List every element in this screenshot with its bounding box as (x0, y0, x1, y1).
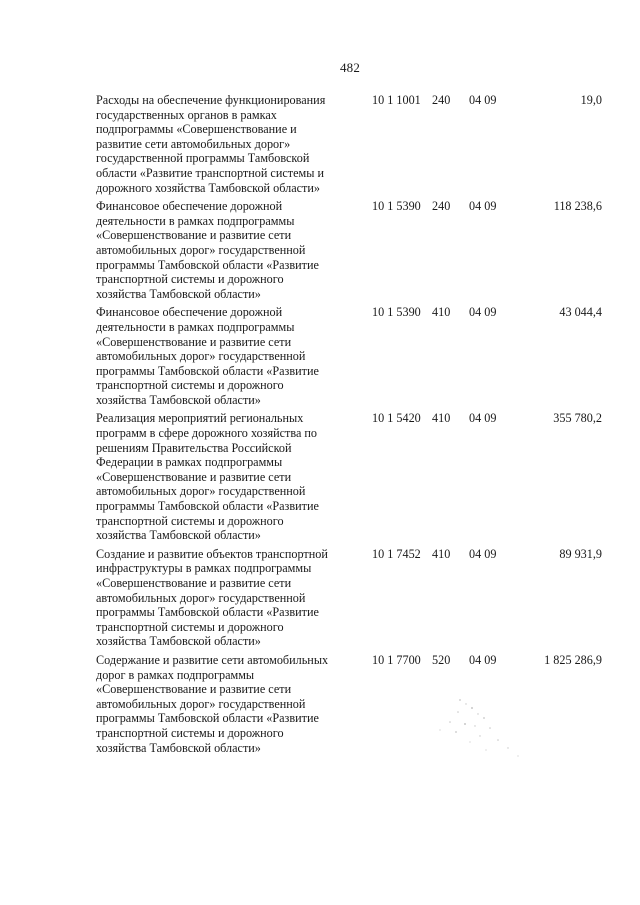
row-target-code: 10 1 5420 (372, 411, 421, 426)
row-expense-kind: 520 (432, 652, 451, 667)
table-row (96, 411, 606, 542)
row-expense-kind: 240 (432, 93, 451, 107)
table-row (96, 305, 606, 407)
row-amount: 43 044,4 (559, 305, 602, 320)
budget-table (96, 93, 606, 759)
row-description: Финансовое обеспечение дорожной деятельности в рамках подпрограммы «Совершенствование и развитие сети автомобильных дорог» государственной программы Тамбовской области «Развитие транспортной системы и дорожного хозяйства Тамбовской области» (96, 305, 319, 407)
row-description: Создание и развитие объектов транспортной инфраструктуры в рамках подпрограммы «Совершенствование и развитие сети автомобильных дорог» государственной программы Тамбовской области «Развитие транспортной системы и дорожного хозяйства Тамбовской области» (96, 546, 328, 649)
row-expense-kind: 240 (432, 199, 451, 214)
row-amount: 355 780,2 (553, 411, 602, 426)
row-expense-kind: 410 (432, 546, 451, 561)
row-amount: 19,0 (580, 93, 602, 107)
row-description: Реализация мероприятий региональных программ в сфере дорожного хозяйства по решениям Правительства Российской Федерации в рамках подпрограммы «Совершенствование и развитие сети автомобильных дорог» государственной программы Тамбовской области «Развитие транспортной системы и дорожного хозяйства Тамбовской области» (96, 411, 319, 543)
row-amount: 118 238,6 (553, 199, 602, 214)
row-amount: 89 931,9 (559, 546, 602, 561)
table-row (96, 199, 606, 301)
faint-stamp-mark (420, 692, 530, 762)
row-expense-kind: 410 (432, 305, 451, 320)
row-target-code: 10 1 5390 (372, 305, 421, 320)
table-row (96, 93, 606, 195)
row-expense-kind: 410 (432, 411, 451, 426)
row-description: Финансовое обеспечение дорожной деятельности в рамках подпрограммы «Совершенствование и развитие сети автомобильных дорог» государственной программы Тамбовской области «Развитие транспортной системы и дорожного хозяйства Тамбовской области» (96, 199, 319, 301)
row-description: Содержание и развитие сети автомобильных дорог в рамках подпрограммы «Совершенствование и развитие сети автомобильных дорог» государственной программы Тамбовской области «Развитие транспортной системы и дорожного хозяйства Тамбовской области» (96, 652, 329, 755)
row-section-code: 04 09 (469, 93, 497, 107)
row-section-code: 04 09 (469, 199, 497, 214)
row-section-code: 04 09 (469, 305, 497, 320)
page-number: 482 (339, 60, 361, 75)
row-description: Расходы на обеспечение функционирования государственных органов в рамках подпрограммы «Совершенствование и развитие сети автомобильных дорог» государственной программы Тамбовской области «Развитие транспортной системы и дорожного хозяйства Тамбовской области» (96, 93, 326, 195)
row-target-code: 10 1 5390 (372, 199, 421, 214)
row-section-code: 04 09 (469, 652, 497, 667)
row-amount: 1 825 286,9 (544, 652, 602, 667)
row-target-code: 10 1 7700 (372, 652, 421, 667)
row-section-code: 04 09 (469, 411, 497, 426)
row-target-code: 10 1 1001 (372, 93, 421, 107)
row-target-code: 10 1 7452 (372, 546, 421, 561)
row-section-code: 04 09 (469, 546, 497, 561)
table-row (96, 547, 606, 649)
